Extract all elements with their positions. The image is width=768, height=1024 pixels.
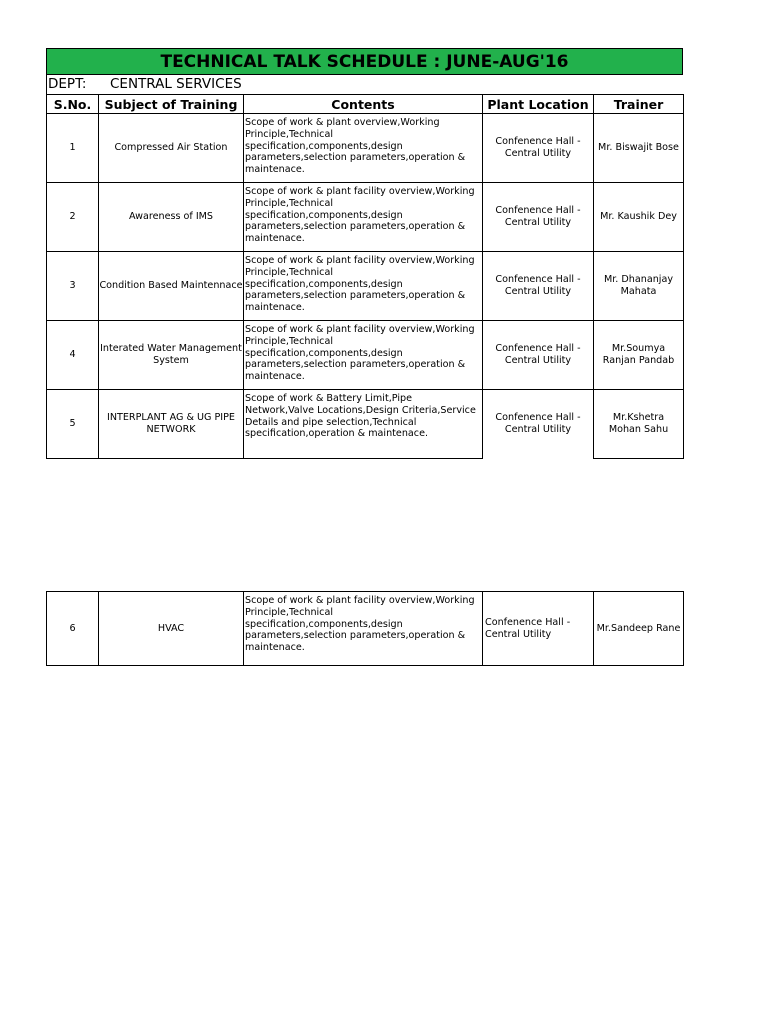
row-contents: Scope of work & Battery Limit,Pipe Network,Valve Locations,Design Criteria,Service Details and pipe selection,Technical specification,operation & maintenace.	[244, 390, 483, 459]
row-subject: INTERPLANT AG & UG PIPE NETWORK	[99, 390, 244, 459]
row-sno: 6	[47, 592, 99, 666]
row-trainer: Mr.Kshetra Mohan Sahu	[594, 390, 684, 459]
header-contents: Contents	[244, 95, 483, 114]
row-subject: Awareness of IMS	[99, 183, 244, 252]
row-contents: Scope of work & plant overview,Working Principle,Technical specification,components,design parameters,selection parameters,operation & maintenace.	[244, 114, 483, 183]
department-value: CENTRAL SERVICES	[110, 76, 242, 92]
row-location: Confenence Hall -Central Utility	[483, 252, 594, 321]
table-row	[47, 114, 684, 183]
row-sno: 4	[47, 321, 99, 390]
department-line	[46, 75, 683, 94]
table-row	[47, 592, 684, 666]
row-trainer: Mr.Soumya Ranjan Pandab	[594, 321, 684, 390]
row-sno: 1	[47, 114, 99, 183]
header-location: Plant Location	[483, 95, 594, 114]
header-trainer: Trainer	[594, 95, 684, 114]
row-subject: Compressed Air Station	[99, 114, 244, 183]
schedule-table	[46, 94, 684, 459]
row-contents: Scope of work & plant facility overview,Working Principle,Technical specification,components,design parameters,selection parameters,operation & maintenace.	[244, 592, 483, 666]
header-sno: S.No.	[47, 95, 99, 114]
row-sno: 3	[47, 252, 99, 321]
row-trainer: Mr. Dhananjay Mahata	[594, 252, 684, 321]
table-row	[47, 390, 684, 459]
department-label: DEPT:	[48, 76, 87, 92]
row-location: Confenence Hall -Central Utility	[483, 592, 594, 666]
page-title: TECHNICAL TALK SCHEDULE : JUNE-AUG'16	[46, 48, 683, 75]
schedule-table-continued	[46, 591, 684, 666]
table-row	[47, 252, 684, 321]
row-sno: 5	[47, 390, 99, 459]
table-row	[47, 321, 684, 390]
row-contents: Scope of work & plant facility overview,Working Principle,Technical specification,components,design parameters,selection parameters,operation & maintenace.	[244, 183, 483, 252]
row-location: Confenence Hall -Central Utility	[483, 114, 594, 183]
row-contents: Scope of work & plant facility overview,Working Principle,Technical specification,components,design parameters,selection parameters,operation & maintenace.	[244, 321, 483, 390]
header-row	[47, 95, 684, 114]
row-location: Confenence Hall -Central Utility	[483, 390, 594, 459]
row-trainer: Mr. Kaushik Dey	[594, 183, 684, 252]
header-subject: Subject of Training	[99, 95, 244, 114]
table-row	[47, 183, 684, 252]
row-subject: Condition Based Maintennace	[99, 252, 244, 321]
row-sno: 2	[47, 183, 99, 252]
row-location: Confenence Hall -Central Utility	[483, 321, 594, 390]
row-subject: HVAC	[99, 592, 244, 666]
row-trainer: Mr.Sandeep Rane	[594, 592, 684, 666]
row-trainer: Mr. Biswajit Bose	[594, 114, 684, 183]
row-contents: Scope of work & plant facility overview,Working Principle,Technical specification,components,design parameters,selection parameters,operation & maintenace.	[244, 252, 483, 321]
row-subject: Interated Water Management System	[99, 321, 244, 390]
row-location: Confenence Hall -Central Utility	[483, 183, 594, 252]
